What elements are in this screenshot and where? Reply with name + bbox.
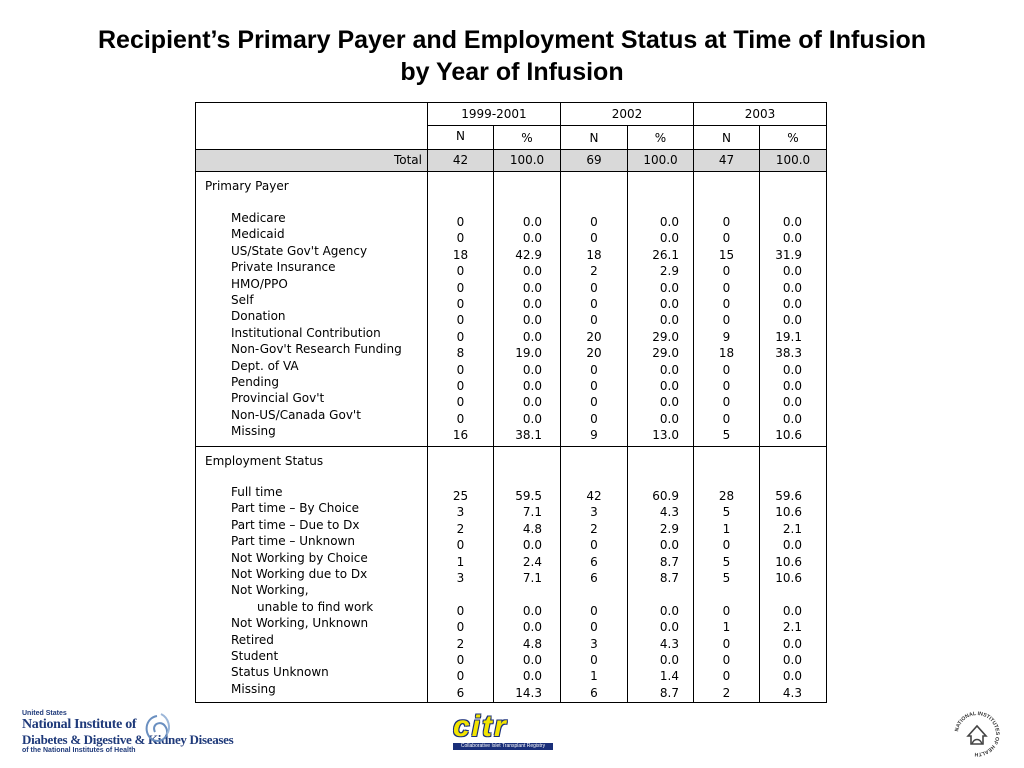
col-pct-header: % bbox=[787, 131, 799, 145]
col-pct-header: % bbox=[654, 131, 667, 145]
row-value: 0.0 bbox=[659, 538, 679, 553]
row-label: Institutional Contribution bbox=[231, 325, 381, 340]
row-value: 4.3 bbox=[782, 685, 802, 700]
row-value: 0.0 bbox=[659, 620, 679, 635]
citr-wordmark: citr bbox=[453, 710, 508, 743]
row-value: 18 bbox=[452, 247, 469, 262]
row-value: 6 bbox=[590, 685, 598, 700]
row-label: Pending bbox=[231, 375, 279, 389]
row-value: 10.6 bbox=[775, 554, 802, 569]
citr-logo bbox=[453, 712, 553, 754]
row-value: 6 bbox=[456, 685, 465, 700]
row-value: 0 bbox=[590, 297, 598, 311]
row-value: 25 bbox=[452, 489, 469, 503]
row-value: 29.0 bbox=[652, 329, 679, 344]
row-value: 0 bbox=[456, 215, 465, 229]
row-value: 0 bbox=[722, 280, 731, 295]
row-value: 19.1 bbox=[775, 329, 802, 344]
row-value: 5 bbox=[722, 428, 731, 443]
row-label: Private Insurance bbox=[231, 260, 336, 275]
row-value: 1.4 bbox=[659, 669, 679, 684]
row-value: 3 bbox=[590, 636, 598, 651]
total-value: 100.0 bbox=[643, 153, 678, 167]
row-value: 0.0 bbox=[659, 297, 679, 311]
row-value: 0.0 bbox=[522, 620, 542, 635]
row-value: 0 bbox=[722, 297, 731, 311]
total-value: 100.0 bbox=[775, 153, 811, 167]
niddk-line-4: of the National Institutes of Health bbox=[22, 747, 136, 754]
row-label: Full time bbox=[231, 485, 283, 499]
row-value: 18 bbox=[718, 346, 735, 361]
row-value: 0 bbox=[456, 379, 465, 393]
row-value: 0.0 bbox=[522, 329, 542, 344]
row-value: 0 bbox=[456, 669, 465, 684]
row-value: 0.0 bbox=[522, 313, 542, 328]
row-value: 0.0 bbox=[522, 362, 542, 377]
row-value: 0.0 bbox=[659, 411, 679, 426]
row-value: 9 bbox=[722, 329, 731, 344]
row-value: 3 bbox=[456, 571, 465, 585]
row-label: Provincial Gov't bbox=[231, 391, 325, 406]
row-value: 4.3 bbox=[659, 505, 679, 520]
row-label: Self bbox=[231, 293, 254, 307]
row-label: Status Unknown bbox=[231, 665, 329, 680]
row-value: 0 bbox=[590, 215, 598, 229]
row-value: 38.1 bbox=[515, 428, 542, 443]
niddk-line-2: National Institute of bbox=[22, 717, 137, 732]
row-value: 42 bbox=[586, 489, 602, 503]
col-n-header: N bbox=[456, 129, 465, 143]
row-label: Dept. of VA bbox=[231, 358, 299, 373]
row-value: 0 bbox=[456, 313, 465, 328]
row-value: 8.7 bbox=[659, 685, 679, 700]
row-value: 2 bbox=[456, 521, 465, 536]
row-value: 7.1 bbox=[522, 571, 542, 585]
row-value: 0 bbox=[722, 264, 731, 279]
row-value: 0.0 bbox=[782, 538, 802, 553]
total-label: Total bbox=[393, 153, 422, 167]
slide-title bbox=[0, 24, 1024, 88]
row-value: 0 bbox=[722, 538, 731, 553]
row-value: 0.0 bbox=[659, 653, 679, 667]
row-label: Part time – Due to Dx bbox=[231, 517, 360, 532]
row-value: 0.0 bbox=[659, 379, 679, 393]
row-value: 0.0 bbox=[522, 264, 542, 279]
row-value: 0 bbox=[590, 620, 598, 635]
row-value: 0.0 bbox=[659, 313, 679, 328]
row-value: 0.0 bbox=[522, 653, 542, 667]
row-value: 0 bbox=[722, 603, 731, 618]
row-value: 18 bbox=[586, 247, 602, 262]
row-value: 0 bbox=[590, 362, 598, 377]
col-n-header: N bbox=[589, 131, 599, 145]
row-value: 2.4 bbox=[522, 554, 542, 569]
row-value: 20 bbox=[586, 346, 602, 361]
row-value: 0 bbox=[590, 603, 598, 618]
row-value: 15 bbox=[718, 247, 735, 262]
row-label: Missing bbox=[231, 681, 276, 696]
year-header: 2002 bbox=[611, 107, 643, 121]
row-value: 5 bbox=[722, 554, 731, 569]
row-value: 0 bbox=[722, 231, 731, 246]
row-value: 0.0 bbox=[522, 297, 542, 311]
col-n-header: N bbox=[722, 131, 731, 145]
row-value: 1 bbox=[722, 620, 731, 635]
row-value: 0 bbox=[456, 264, 465, 279]
row-label: Not Working, Unknown bbox=[231, 616, 369, 631]
row-label: Missing bbox=[231, 424, 276, 439]
row-label: Student bbox=[231, 649, 279, 663]
svg-text:NATIONAL INSTITUTES OF HEALTH bbox=[954, 711, 1000, 757]
nih-seal-icon bbox=[952, 708, 1002, 760]
row-value: 0 bbox=[456, 411, 465, 426]
row-label: Donation bbox=[231, 309, 286, 324]
row-label: Part time – By Choice bbox=[231, 501, 360, 516]
row-value: 7.1 bbox=[522, 505, 542, 520]
row-value: 0 bbox=[456, 297, 465, 311]
row-value: 1 bbox=[722, 521, 731, 536]
row-value: 8.7 bbox=[659, 554, 679, 569]
row-value: 0.0 bbox=[782, 395, 802, 410]
total-value: 42 bbox=[452, 153, 469, 167]
row-value: 0 bbox=[722, 395, 731, 410]
row-value: 0.0 bbox=[522, 669, 542, 684]
row-value: 0.0 bbox=[522, 411, 542, 426]
row-value: 13.0 bbox=[652, 428, 679, 443]
row-value: 3 bbox=[456, 505, 465, 520]
row-value: 0 bbox=[456, 538, 465, 553]
total-value: 47 bbox=[718, 153, 735, 167]
row-value: 2.1 bbox=[782, 521, 802, 536]
row-value: 10.6 bbox=[775, 428, 802, 443]
row-value: 2.9 bbox=[659, 521, 679, 536]
row-value: 4.3 bbox=[659, 636, 679, 651]
row-value: 42.9 bbox=[515, 247, 542, 262]
row-value: 38.3 bbox=[775, 346, 802, 361]
row-value: 2 bbox=[590, 521, 598, 536]
title-line-1: Recipient’s Primary Payer and Employment Status at Time of Infusion bbox=[98, 26, 926, 54]
row-value: 2.1 bbox=[782, 620, 802, 635]
row-value: 26.1 bbox=[652, 247, 679, 262]
row-label: Non-US/Canada Gov't bbox=[231, 407, 361, 422]
row-value: 0.0 bbox=[782, 215, 802, 229]
row-value: 0 bbox=[456, 231, 465, 246]
row-value: 10.6 bbox=[775, 505, 802, 520]
row-label: unable to find work bbox=[257, 599, 374, 614]
row-value: 0 bbox=[456, 362, 465, 377]
row-value: 0 bbox=[722, 636, 731, 651]
row-value: 0 bbox=[722, 313, 731, 328]
row-label: HMO/PPO bbox=[231, 276, 288, 291]
row-value: 0.0 bbox=[782, 411, 802, 426]
row-value: 0.0 bbox=[782, 379, 802, 393]
row-value: 0 bbox=[456, 620, 465, 635]
row-value: 0.0 bbox=[782, 669, 802, 684]
year-header: 1999-2001 bbox=[461, 107, 527, 121]
row-value: 0.0 bbox=[782, 313, 802, 328]
row-value: 0 bbox=[590, 379, 598, 393]
row-value: 6 bbox=[590, 571, 598, 585]
row-value: 20 bbox=[586, 329, 602, 344]
section-heading-employment-status: Employment Status bbox=[205, 454, 324, 468]
row-value: 0.0 bbox=[522, 379, 542, 393]
row-value: 0 bbox=[456, 280, 465, 295]
row-value: 0 bbox=[722, 411, 731, 426]
niddk-line-3: Diabetes & Digestive & Kidney Diseases bbox=[22, 732, 234, 747]
row-value: 0 bbox=[722, 362, 731, 377]
row-value: 28 bbox=[718, 489, 735, 503]
row-value: 5 bbox=[722, 571, 731, 585]
nih-seal bbox=[952, 708, 1002, 760]
row-label: Not Working by Choice bbox=[231, 550, 368, 565]
row-value: 19.0 bbox=[515, 346, 542, 361]
row-value: 31.9 bbox=[775, 247, 802, 262]
row-value: 60.9 bbox=[652, 489, 679, 503]
row-value: 2.9 bbox=[659, 264, 679, 279]
row-label: US/State Gov't Agency bbox=[231, 243, 368, 258]
niddk-swirl-icon bbox=[137, 712, 177, 746]
row-value: 0.0 bbox=[782, 264, 802, 279]
year-header: 2003 bbox=[744, 107, 776, 121]
row-value: 0.0 bbox=[782, 362, 802, 377]
row-value: 0 bbox=[456, 329, 465, 344]
row-value: 0.0 bbox=[782, 297, 802, 311]
row-value: 0 bbox=[456, 653, 465, 667]
row-value: 4.8 bbox=[522, 636, 542, 651]
row-value: 5 bbox=[722, 505, 731, 520]
row-value: 0.0 bbox=[782, 636, 802, 651]
row-value: 0.0 bbox=[659, 280, 679, 295]
row-value: 4.8 bbox=[522, 521, 542, 536]
row-value: 59.6 bbox=[775, 489, 802, 503]
row-value: 0 bbox=[456, 603, 465, 618]
section-divider bbox=[196, 446, 826, 447]
row-value: 2 bbox=[590, 264, 598, 279]
row-value: 0.0 bbox=[659, 231, 679, 246]
row-value: 8 bbox=[456, 346, 465, 361]
row-value: 0.0 bbox=[522, 538, 542, 553]
row-label: Medicaid bbox=[231, 227, 285, 242]
section-heading-primary-payer: Primary Payer bbox=[205, 179, 289, 193]
row-value: 10.6 bbox=[775, 571, 802, 585]
row-value: 0.0 bbox=[522, 603, 542, 618]
row-value: 0 bbox=[722, 669, 731, 684]
row-value: 14.3 bbox=[515, 685, 542, 700]
row-label: Medicare bbox=[231, 211, 286, 225]
nih-ring-text: NATIONAL INSTITUTES OF HEALTH bbox=[954, 710, 1001, 758]
row-value: 16 bbox=[452, 428, 469, 443]
row-value: 0.0 bbox=[782, 653, 802, 667]
row-value: 0.0 bbox=[782, 603, 802, 618]
row-label: Not Working due to Dx bbox=[231, 567, 368, 581]
total-value: 69 bbox=[586, 153, 602, 167]
row-value: 0 bbox=[722, 379, 731, 393]
row-value: 0.0 bbox=[659, 395, 679, 410]
row-value: 0.0 bbox=[659, 215, 679, 229]
row-value: 0 bbox=[590, 395, 598, 410]
row-value: 1 bbox=[456, 554, 465, 569]
row-value: 3 bbox=[590, 505, 598, 520]
row-value: 0.0 bbox=[659, 603, 679, 618]
row-value: 59.5 bbox=[515, 489, 542, 503]
row-value: 0 bbox=[722, 215, 731, 229]
row-value: 0 bbox=[722, 653, 731, 667]
row-value: 0.0 bbox=[659, 362, 679, 377]
row-value: 1 bbox=[590, 669, 598, 684]
row-label: Not Working, bbox=[231, 583, 309, 598]
row-value: 0.0 bbox=[522, 231, 542, 246]
row-value: 0.0 bbox=[522, 395, 542, 410]
niddk-logo bbox=[22, 710, 252, 760]
row-value: 8.7 bbox=[659, 571, 679, 585]
row-label: Retired bbox=[231, 632, 274, 647]
data-table bbox=[195, 102, 827, 703]
niddk-line-1: United States bbox=[22, 710, 67, 717]
col-pct-header: % bbox=[521, 131, 533, 145]
row-value: 29.0 bbox=[652, 346, 679, 361]
row-value: 0 bbox=[590, 280, 598, 295]
row-value: 0.0 bbox=[782, 231, 802, 246]
row-value: 2 bbox=[722, 685, 731, 700]
row-value: 9 bbox=[590, 428, 598, 443]
row-value: 0 bbox=[590, 313, 598, 328]
row-value: 6 bbox=[590, 554, 598, 569]
row-value: 0 bbox=[590, 411, 598, 426]
row-value: 0.0 bbox=[522, 215, 542, 229]
row-value: 0 bbox=[590, 231, 598, 246]
row-value: 2 bbox=[456, 636, 465, 651]
row-value: 0 bbox=[590, 653, 598, 667]
citr-tagline: Collaborative Islet Transplant Registry bbox=[453, 743, 553, 750]
row-value: 0 bbox=[590, 538, 598, 553]
row-label: Non-Gov't Research Funding bbox=[231, 342, 402, 357]
total-value: 100.0 bbox=[509, 153, 545, 167]
row-value: 0 bbox=[456, 395, 465, 410]
row-value: 0.0 bbox=[782, 280, 802, 295]
row-label: Part time – Unknown bbox=[231, 534, 355, 549]
row-value: 0.0 bbox=[522, 280, 542, 295]
title-line-2: by Year of Infusion bbox=[400, 58, 624, 86]
